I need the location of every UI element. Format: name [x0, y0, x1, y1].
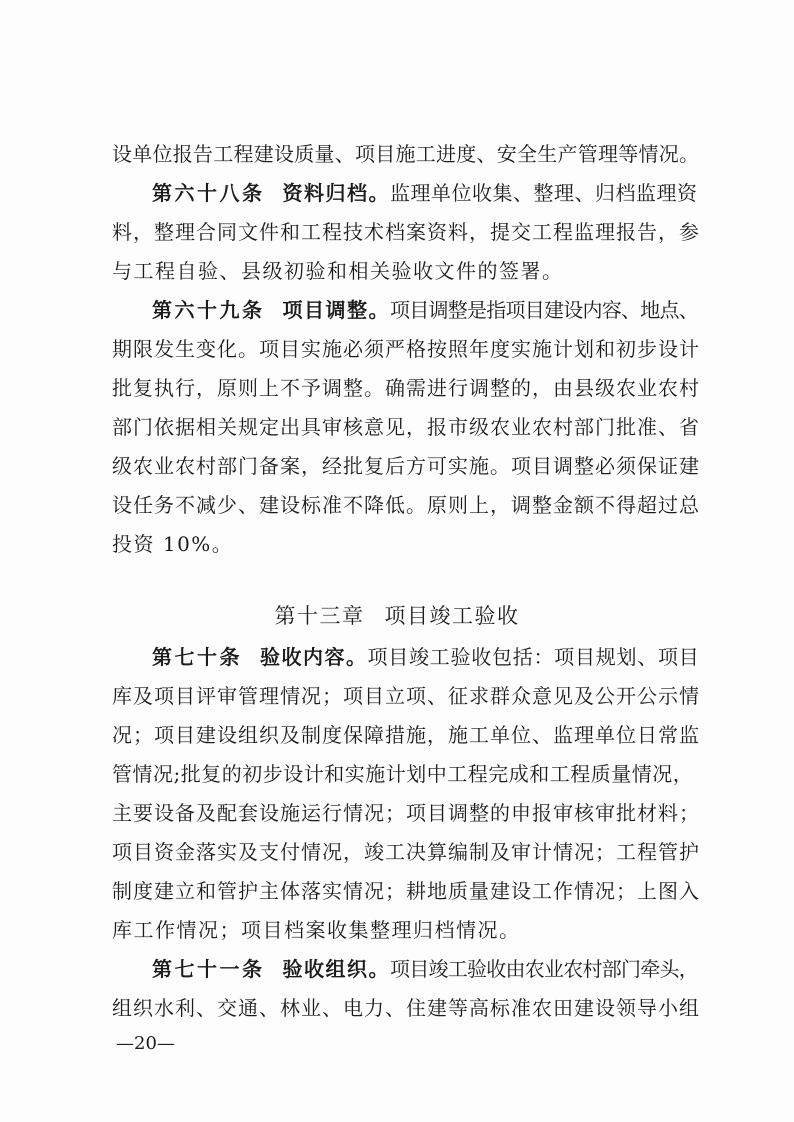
- article-70-line: 库及项目评审管理情况；项目立项、征求群众意见及公开公示情: [112, 684, 700, 708]
- article-70-line: 主要设备及配套设施运行情况；项目调整的申报审核审批材料；: [112, 801, 700, 825]
- article-70-text: 项目竣工验收包括：项目规划、项目: [367, 645, 700, 669]
- article-71-line: 组织水利、交通、林业、电力、住建等高标准农田建设领导小组: [112, 996, 700, 1020]
- article-68-line: 与工程自验、县级初验和相关验收文件的签署。: [112, 259, 564, 283]
- article-69-number: 第六十九条: [152, 298, 265, 322]
- article-71-text: 项目竣工验收由农业农村部门牵头，: [390, 957, 698, 981]
- article-70-first-line: [152, 644, 700, 670]
- article-68-text: 监理单位收集、整理、归档监理资: [390, 181, 698, 205]
- article-68-number: 第六十八条: [152, 181, 265, 205]
- article-69-line: 投资 10%。: [112, 532, 234, 556]
- chapter-heading: [0, 603, 794, 629]
- article-69-line: 级农业农村部门备案，经批复后方可实施。项目调整必须保证建: [112, 454, 700, 478]
- article-71-first-line: [152, 956, 698, 982]
- article-70-line: 制度建立和管护主体落实情况；耕地质量建设工作情况；上图入: [112, 879, 700, 903]
- article-70-line: 管情况;批复的初步设计和实施计划中工程完成和工程质量情况，: [112, 762, 694, 786]
- page-number: —20—: [116, 1033, 175, 1054]
- article-69-first-line: [152, 297, 698, 323]
- article-69-line: 部门依据相关规定出具审核意见，报市级农业农村部门批准、省: [112, 415, 700, 439]
- article-68-first-line: [152, 180, 698, 206]
- article-70-line: 库工作情况；项目档案收集整理归档情况。: [112, 918, 521, 942]
- article-69-line: 期限发生变化。项目实施必须严格按照年度实施计划和初步设计: [112, 337, 700, 361]
- article-69-line: 批复执行，原则上不予调整。确需进行调整的，由县级农业农村: [112, 376, 700, 400]
- article-70-line: 项目资金落实及支付情况，竣工决算编制及审计情况；工程管护: [112, 840, 700, 864]
- article-68-title: 资料归档。: [282, 181, 390, 205]
- article-70-line: 况；项目建设组织及制度保障措施，施工单位、监理单位日常监: [112, 723, 700, 747]
- article-71-title: 验收组织。: [282, 957, 390, 981]
- chapter-title: 项目竣工验收: [384, 604, 520, 628]
- article-68-line: 料，整理合同文件和工程技术档案资料，提交工程监理报告，参: [112, 220, 700, 244]
- article-71-number: 第七十一条: [152, 957, 265, 981]
- article-69-line: 设任务不减少、建设标准不降低。原则上，调整金额不得超过总: [112, 493, 700, 517]
- article-70-title: 验收内容。: [260, 645, 368, 669]
- article-70-number: 第七十条: [152, 645, 242, 669]
- article-69-title: 项目调整。: [282, 298, 390, 322]
- article-69-text: 项目调整是指项目建设内容、地点、: [390, 298, 698, 322]
- chapter-number: 第十三章: [274, 604, 365, 628]
- paragraph-continuation-line: 设单位报告工程建设质量、项目施工进度、安全生产管理等情况。: [112, 142, 700, 166]
